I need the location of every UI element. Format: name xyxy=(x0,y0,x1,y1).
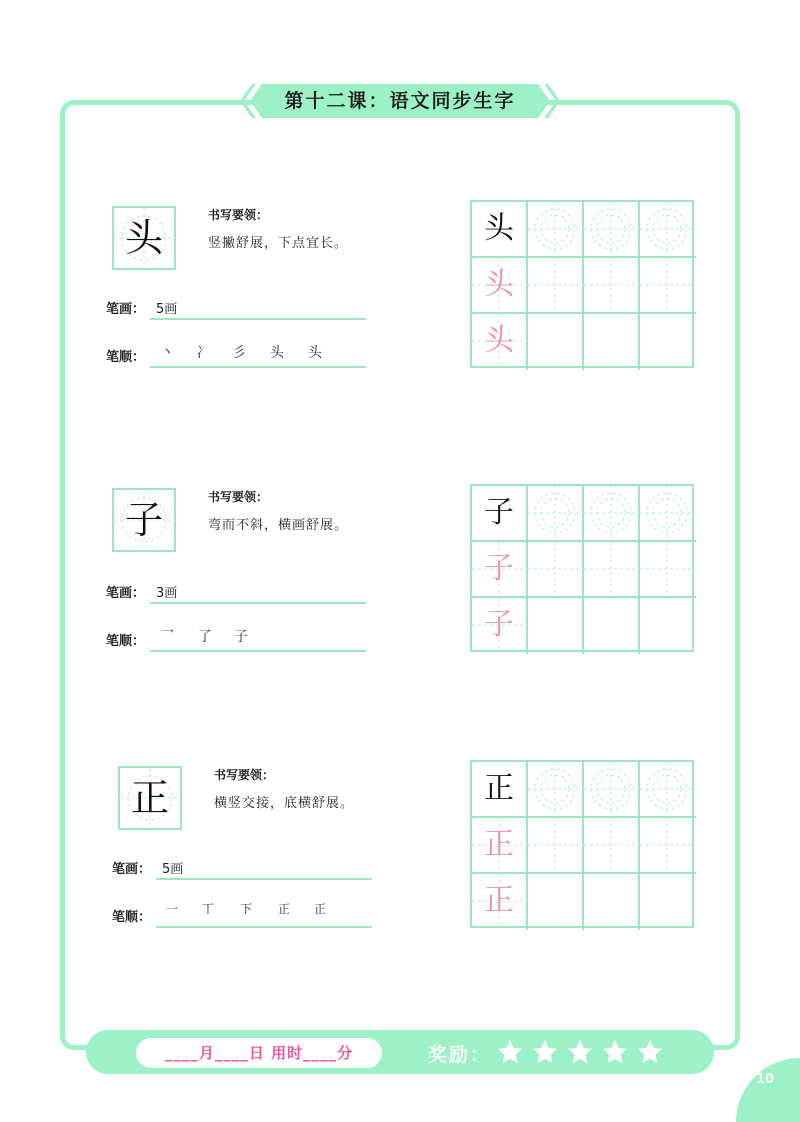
main-character-box xyxy=(112,488,176,552)
grid-cell[interactable] xyxy=(640,874,696,930)
stroke-order-label: 笔顺： xyxy=(112,910,152,925)
grid-cell[interactable] xyxy=(640,486,696,542)
stroke-step-5: 正 xyxy=(314,902,327,916)
tian-grid-guide xyxy=(528,258,582,312)
main-character: 头 xyxy=(124,216,163,260)
grid-cell[interactable] xyxy=(584,258,640,314)
grid-cell[interactable] xyxy=(528,818,584,874)
grid-cell[interactable] xyxy=(472,818,528,874)
main-character: 正 xyxy=(130,776,169,820)
stroke-step-3: 下 xyxy=(240,902,253,916)
tips-text: 弯而不斜，横画舒展。 xyxy=(208,518,349,533)
tips-title: 书写要领： xyxy=(214,768,275,782)
grid-cell[interactable] xyxy=(472,258,528,314)
star-icon[interactable] xyxy=(636,1038,664,1066)
grid-cell[interactable] xyxy=(584,818,640,874)
stroke-order-label: 笔顺： xyxy=(106,634,146,649)
main-character-box xyxy=(112,206,176,270)
tian-grid-guide xyxy=(584,818,638,872)
stroke-order-line xyxy=(150,650,366,652)
grid-cell[interactable] xyxy=(640,818,696,874)
grid-cell[interactable] xyxy=(640,258,696,314)
star-icon[interactable] xyxy=(496,1038,524,1066)
trace-character: 头 xyxy=(484,323,514,358)
rice-grid-guide xyxy=(640,202,694,256)
grid-cell[interactable] xyxy=(528,762,584,818)
grid-cell[interactable] xyxy=(584,874,640,930)
trace-character: 头 xyxy=(484,267,514,302)
rice-grid-guide xyxy=(584,486,638,540)
grid-cell[interactable] xyxy=(584,542,640,598)
main-character-box xyxy=(118,766,182,830)
grid-cell[interactable] xyxy=(528,542,584,598)
page-title: 第十二课：语文同步生字 xyxy=(284,90,516,112)
rice-grid-guide xyxy=(640,762,694,816)
practice-grid xyxy=(470,760,694,928)
stroke-count-line xyxy=(150,602,366,604)
grid-cell[interactable] xyxy=(584,486,640,542)
grid-cell[interactable] xyxy=(528,202,584,258)
grid-cell[interactable] xyxy=(640,542,696,598)
grid-cell[interactable] xyxy=(472,598,528,654)
grid-cell[interactable] xyxy=(584,762,640,818)
rice-grid-guide xyxy=(528,762,582,816)
character-section-2 xyxy=(0,484,800,714)
stroke-step-5: 头 xyxy=(308,345,322,361)
character-section-3 xyxy=(0,760,800,990)
stroke-step-3: 彡 xyxy=(232,345,246,361)
grid-cell[interactable] xyxy=(528,486,584,542)
grid-cell[interactable] xyxy=(472,314,528,370)
stroke-order-line xyxy=(156,926,372,928)
grid-cell[interactable] xyxy=(528,258,584,314)
star-icon[interactable] xyxy=(601,1038,629,1066)
tian-grid-guide xyxy=(528,818,582,872)
grid-cell[interactable] xyxy=(472,202,528,258)
stroke-step-1: 一 xyxy=(166,902,179,916)
grid-cell[interactable] xyxy=(640,314,696,370)
grid-cell[interactable] xyxy=(584,314,640,370)
stroke-count-value: 5画 xyxy=(156,302,178,317)
stroke-step-3: 子 xyxy=(234,629,248,645)
tian-grid-guide xyxy=(584,258,638,312)
grid-cell[interactable] xyxy=(528,598,584,654)
trace-character: 正 xyxy=(484,883,514,918)
stroke-count-line xyxy=(150,318,366,320)
star-icon[interactable] xyxy=(566,1038,594,1066)
tips-title: 书写要领： xyxy=(208,490,269,504)
tips-text: 横竖交接，底横舒展。 xyxy=(214,796,355,811)
stroke-count-value: 5画 xyxy=(162,862,184,877)
trace-character: 子 xyxy=(484,607,514,642)
stroke-count-label: 笔画： xyxy=(106,302,146,317)
grid-cell[interactable] xyxy=(528,314,584,370)
stroke-step-1: 乛 xyxy=(160,629,174,645)
rice-grid-guide xyxy=(528,202,582,256)
model-character: 头 xyxy=(484,211,514,246)
main-character: 子 xyxy=(124,498,163,542)
stroke-order-line xyxy=(150,366,366,368)
rice-grid-guide xyxy=(584,762,638,816)
stroke-count-label: 笔画： xyxy=(112,862,152,877)
grid-cell[interactable] xyxy=(640,598,696,654)
grid-cell[interactable] xyxy=(640,762,696,818)
trace-character: 正 xyxy=(484,827,514,862)
model-character: 正 xyxy=(484,771,514,806)
rice-grid-guide xyxy=(528,486,582,540)
page-corner-tab xyxy=(736,1058,800,1122)
stroke-step-2: 丅 xyxy=(202,902,215,916)
grid-cell[interactable] xyxy=(472,874,528,930)
stroke-step-4: 正 xyxy=(278,902,291,916)
tips-title: 书写要领： xyxy=(208,208,269,222)
stroke-count-line xyxy=(156,878,372,880)
stroke-step-2: 了 xyxy=(198,629,212,645)
tian-grid-guide xyxy=(640,542,694,596)
grid-cell[interactable] xyxy=(472,486,528,542)
date-time-fields[interactable]: ____月____日 用时____分 xyxy=(164,1044,354,1062)
page-number: 10 xyxy=(755,1072,775,1087)
grid-cell[interactable] xyxy=(528,874,584,930)
practice-grid xyxy=(470,200,694,368)
model-character: 子 xyxy=(484,495,514,530)
stroke-step-2: 冫 xyxy=(196,345,210,361)
tian-grid-guide xyxy=(640,258,694,312)
rice-grid-guide xyxy=(640,486,694,540)
stroke-step-4: 头 xyxy=(270,345,284,361)
tian-grid-guide xyxy=(528,542,582,596)
grid-cell[interactable] xyxy=(584,598,640,654)
rice-grid-guide xyxy=(584,202,638,256)
tian-grid-guide xyxy=(584,542,638,596)
stroke-count-value: 3画 xyxy=(156,586,178,601)
grid-cell[interactable] xyxy=(472,542,528,598)
tips-text: 竖撇舒展，下点宜长。 xyxy=(208,236,349,251)
stroke-step-1: 丶 xyxy=(160,345,174,361)
reward-label: 奖励： xyxy=(428,1044,492,1066)
stroke-order-label: 笔顺： xyxy=(106,350,146,365)
star-icon[interactable] xyxy=(531,1038,559,1066)
grid-cell[interactable] xyxy=(584,202,640,258)
practice-grid xyxy=(470,484,694,652)
character-section-1 xyxy=(0,200,800,430)
stroke-count-label: 笔画： xyxy=(106,586,146,601)
grid-cell[interactable] xyxy=(640,202,696,258)
tian-grid-guide xyxy=(640,818,694,872)
grid-cell[interactable] xyxy=(472,762,528,818)
trace-character: 子 xyxy=(484,551,514,586)
title-banner xyxy=(240,82,560,120)
